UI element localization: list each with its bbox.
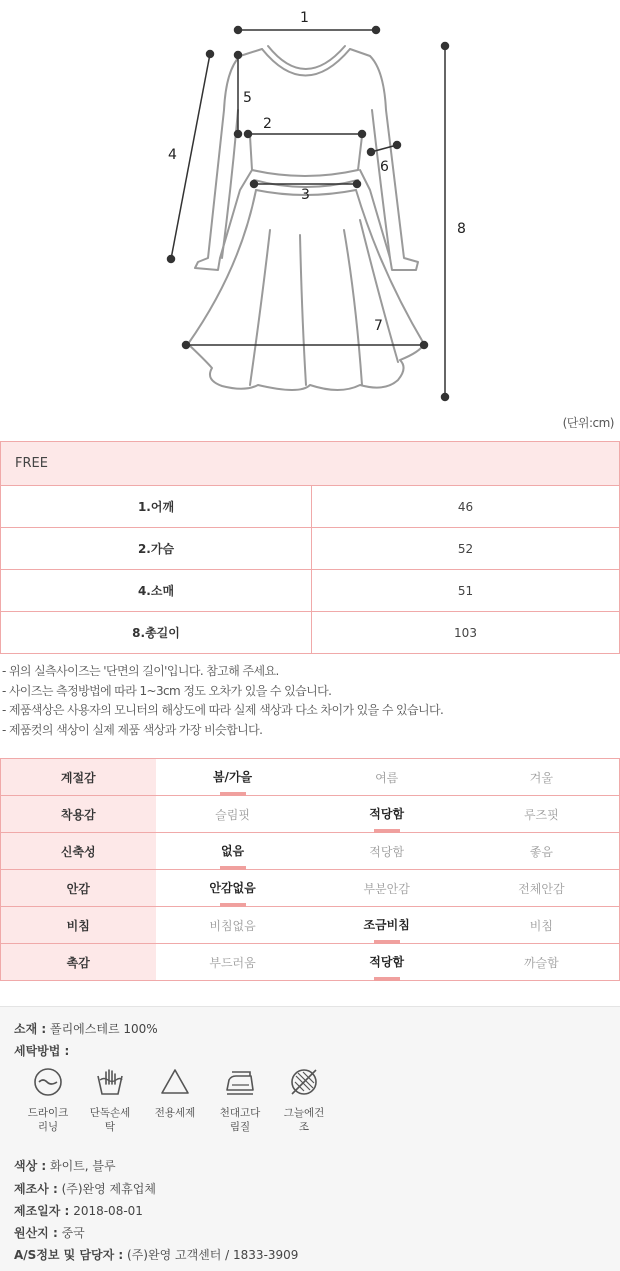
table-row bbox=[1, 759, 620, 796]
fit-category: 안감 bbox=[1, 870, 156, 907]
size-table-header bbox=[1, 442, 620, 486]
size-label: 4.소매 bbox=[1, 570, 312, 612]
size-table bbox=[0, 441, 620, 654]
diagram-label-7: 7 bbox=[374, 318, 383, 334]
fit-option: 부분안감 bbox=[310, 870, 464, 907]
fit-option: 까슬함 bbox=[464, 944, 620, 981]
iron-icon bbox=[224, 1066, 256, 1098]
wash-item: 드라이크 리닝 bbox=[22, 1066, 74, 1134]
fit-option-selected: 봄/가을 bbox=[156, 759, 310, 796]
diagram-label-3: 3 bbox=[301, 187, 310, 203]
size-label: 2.가슴 bbox=[1, 528, 312, 570]
fit-option: 슬림핏 bbox=[156, 796, 310, 833]
date-row: 제조일자 : 2018-08-01 bbox=[14, 1204, 143, 1218]
table-row bbox=[1, 796, 620, 833]
fit-category: 착용감 bbox=[1, 796, 156, 833]
fit-option: 전체안감 bbox=[464, 870, 620, 907]
table-row bbox=[1, 612, 620, 654]
fit-category: 촉감 bbox=[1, 944, 156, 981]
color-row: 색상 : 화이트, 블루 bbox=[14, 1159, 116, 1173]
fit-category: 비침 bbox=[1, 907, 156, 944]
table-row bbox=[1, 907, 620, 944]
note-line: - 위의 실측사이즈는 '단면의 길이'입니다. 참고해 주세요. bbox=[2, 664, 279, 678]
diagram-label-8: 8 bbox=[457, 221, 466, 237]
table-row bbox=[1, 944, 620, 981]
fit-option: 겨울 bbox=[464, 759, 620, 796]
diagram-label-1: 1 bbox=[300, 10, 309, 26]
origin-row: 원산지 : 중국 bbox=[14, 1226, 85, 1240]
fit-option: 적당함 bbox=[310, 833, 464, 870]
table-row bbox=[1, 486, 620, 528]
note-line: - 제품색상은 사용자의 모니터의 해상도에 따라 실제 색상과 다소 차이가 있을 수 있습니다. bbox=[2, 703, 444, 717]
fit-category: 계절감 bbox=[1, 759, 156, 796]
size-value: 46 bbox=[312, 486, 620, 528]
size-label: 8.총길이 bbox=[1, 612, 312, 654]
fit-option-selected: 안감없음 bbox=[156, 870, 310, 907]
size-value: 103 bbox=[312, 612, 620, 654]
table-row bbox=[1, 528, 620, 570]
hand-wash-icon bbox=[94, 1066, 126, 1098]
wash-item: 단독손세 탁 bbox=[84, 1066, 136, 1134]
material-row: 소재 : 폴리에스테르 100% bbox=[14, 1022, 158, 1036]
dry-clean-icon bbox=[32, 1066, 64, 1098]
note-line: - 사이즈는 측정방법에 따라 1~3cm 정도 오차가 있을 수 있습니다. bbox=[2, 683, 332, 698]
fit-option-selected: 조금비침 bbox=[310, 907, 464, 944]
size-value: 52 bbox=[312, 528, 620, 570]
diagram-label-5: 5 bbox=[243, 90, 252, 106]
fit-option-selected: 없음 bbox=[156, 833, 310, 870]
as-info-row: A/S정보 및 담당자 : (주)완영 고객센터 / 1833-3909 bbox=[14, 1248, 299, 1262]
product-info-panel bbox=[0, 1006, 620, 1271]
table-row bbox=[1, 570, 620, 612]
diagram-label-2: 2 bbox=[263, 116, 272, 132]
diagram-label-6: 6 bbox=[380, 159, 389, 175]
measurement-diagram bbox=[0, 0, 620, 410]
fit-option-selected: 적당함 bbox=[310, 796, 464, 833]
wash-item: 그늘에건 조 bbox=[278, 1066, 330, 1134]
fit-info-table bbox=[0, 758, 620, 981]
unit-label: (단위:cm) bbox=[562, 416, 614, 430]
fit-option: 비침없음 bbox=[156, 907, 310, 944]
fit-option: 루즈핏 bbox=[464, 796, 620, 833]
detergent-icon bbox=[159, 1066, 191, 1098]
washing-row: 세탁방법 : bbox=[14, 1044, 70, 1058]
note-line: - 제품컷의 색상이 실제 제품 색상과 가장 비슷합니다. bbox=[2, 722, 263, 737]
fit-option-selected: 적당함 bbox=[310, 944, 464, 981]
table-row bbox=[1, 833, 620, 870]
fit-category: 신축성 bbox=[1, 833, 156, 870]
fit-option: 여름 bbox=[310, 759, 464, 796]
shade-dry-icon bbox=[288, 1066, 320, 1098]
wash-item: 전용세제 bbox=[149, 1066, 201, 1120]
size-label: 1.어깨 bbox=[1, 486, 312, 528]
size-header-free: FREE bbox=[1, 442, 620, 486]
maker-row: 제조사 : (주)완영 제휴업체 bbox=[14, 1182, 156, 1196]
wash-item: 천대고다 림질 bbox=[214, 1066, 266, 1134]
diagram-label-4: 4 bbox=[168, 147, 177, 163]
fit-option: 비침 bbox=[464, 907, 620, 944]
fit-option: 좋음 bbox=[464, 833, 620, 870]
size-value: 51 bbox=[312, 570, 620, 612]
table-row bbox=[1, 870, 620, 907]
size-notes bbox=[2, 662, 443, 740]
fit-option: 부드러움 bbox=[156, 944, 310, 981]
